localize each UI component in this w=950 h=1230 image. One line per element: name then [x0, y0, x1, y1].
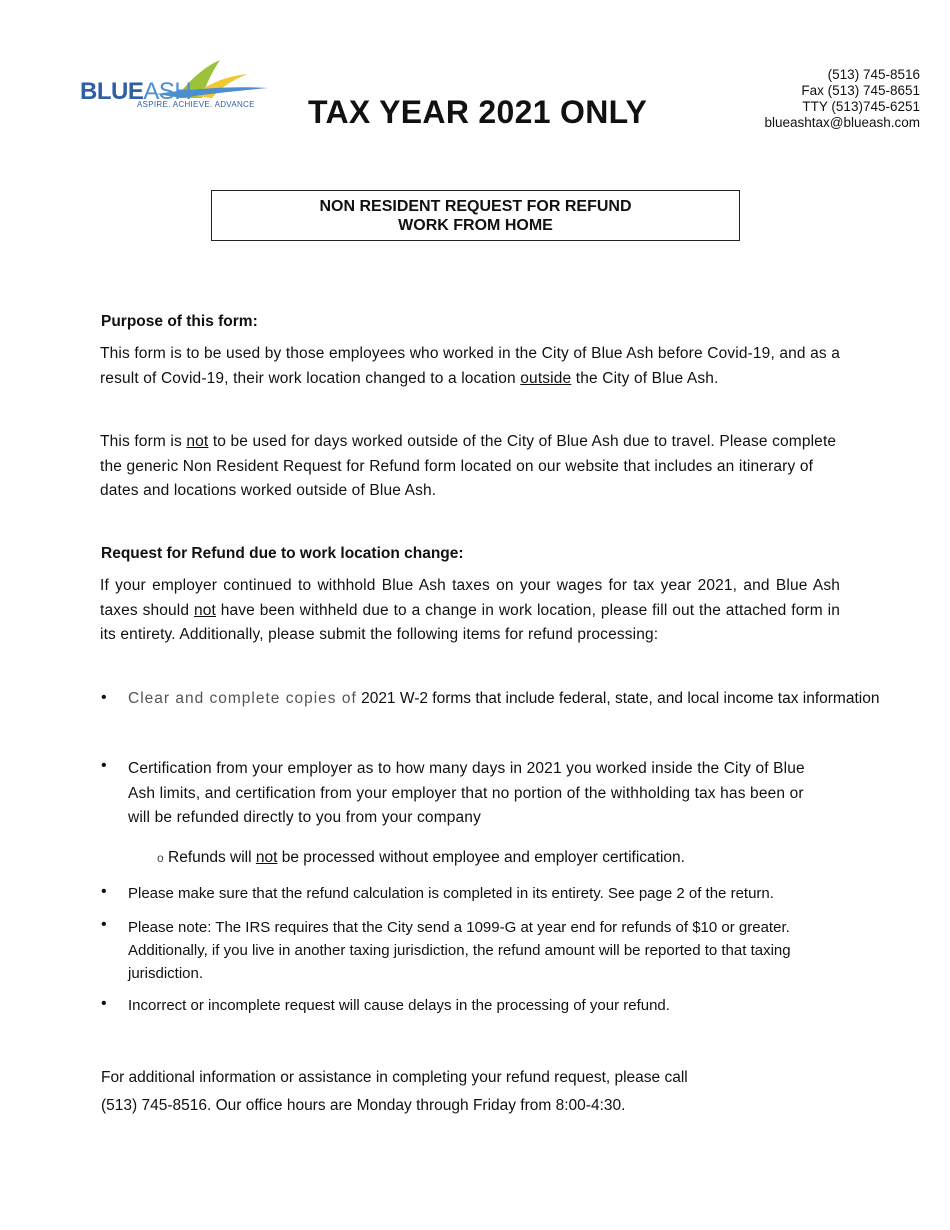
text-run: to be used for days worked outside of the City of Blue Ash due to travel. Please complete the generic Non Resident Request for Refund form located on our website that includes an itinerary of dates and locations worked outside of Blue Ash. — [100, 433, 837, 499]
sub-bullet-refund-note — [157, 849, 685, 867]
purpose-paragraph-1 — [100, 342, 842, 391]
underlined-text: not — [255, 849, 278, 866]
form-title-box — [211, 190, 740, 241]
contact-info — [764, 67, 920, 131]
purpose-heading: Purpose of this form: — [101, 313, 258, 330]
request-paragraph — [100, 574, 840, 648]
logo-tagline: ASPIRE. ACHIEVE. ADVANCE — [137, 100, 255, 109]
footer-line-1: For additional information or assistance in completing your refund request, please call — [101, 1069, 688, 1086]
page-title: TAX YEAR 2021 ONLY — [308, 94, 648, 130]
text-run: have been withheld due to a change in work location, please fill out the attached form in its entirety. Additionally, please submit the following items for refund processing: — [100, 601, 840, 643]
blue-ash-logo — [80, 58, 270, 118]
text-run: the City of Blue Ash. — [571, 369, 719, 387]
sub-bullet-marker: o — [157, 851, 164, 865]
text-run: be processed without employee and employer certification. — [277, 849, 685, 866]
underlined-text: not — [186, 433, 209, 450]
bullet-marker: • — [101, 689, 107, 706]
bullet-incomplete-warning: Incorrect or incomplete request will cause delays in the processing of your refund. — [128, 997, 670, 1014]
request-heading: Request for Refund due to work location change: — [101, 545, 464, 562]
bullet-marker: • — [101, 757, 107, 774]
footer-line-2: (513) 745-8516. Our office hours are Monday through Friday from 8:00-4:30. — [101, 1097, 626, 1114]
form-title-line1: NON RESIDENT REQUEST FOR REFUND — [319, 198, 632, 215]
form-title-line2: WORK FROM HOME — [398, 217, 553, 234]
underlined-text: outside — [520, 369, 572, 387]
bullet-marker: • — [101, 995, 107, 1012]
bullet-refund-calculation: Please make sure that the refund calculation is completed in its entirety. See page 2 of the return. — [128, 885, 774, 902]
bullet-marker: • — [101, 916, 107, 933]
bullet-marker: • — [101, 883, 107, 900]
text-run: Refunds will — [168, 849, 256, 866]
text-run: This form is — [100, 433, 187, 450]
text-run: Clear and complete copies of — [128, 690, 357, 707]
contact-tty: TTY (513)745-6251 — [802, 99, 920, 114]
purpose-paragraph-2 — [100, 430, 842, 504]
contact-phone: (513) 745-8516 — [827, 67, 920, 82]
text-run: This form is to be used by those employees who worked in the City of Blue Ash before Covid-19, and as a result of Covid-19, their work location changed to a location — [100, 345, 841, 387]
bullet-employer-certification: Certification from your employer as to how many days in 2021 you worked inside the City of Blue Ash limits, and certification from your employer that no portion of the withholding tax has been or will be refunded directly to you from your company — [128, 760, 805, 826]
underlined-text: not — [193, 601, 216, 619]
bullet-irs-note: Please note: The IRS requires that the City send a 1099-G at year end for refunds of $10 or greater. Additionally, if you live in another taxing jurisdiction, the refund amount will be reported to that taxing jurisdiction. — [128, 919, 791, 982]
contact-fax: Fax (513) 745-8651 — [801, 83, 920, 98]
text-run: 2021 W-2 forms that include federal, state, and local income tax information — [356, 690, 880, 707]
bullet-w2-copies — [128, 689, 888, 708]
logo-word-ash: ASH — [143, 78, 192, 105]
contact-email: blueashtax@blueash.com — [764, 115, 920, 130]
text-run: If your employer continued to withhold Blue Ash taxes on your wages for tax year 2021, and Blue Ash taxes should — [100, 577, 840, 619]
logo-word-blue: BLUE — [80, 78, 144, 105]
